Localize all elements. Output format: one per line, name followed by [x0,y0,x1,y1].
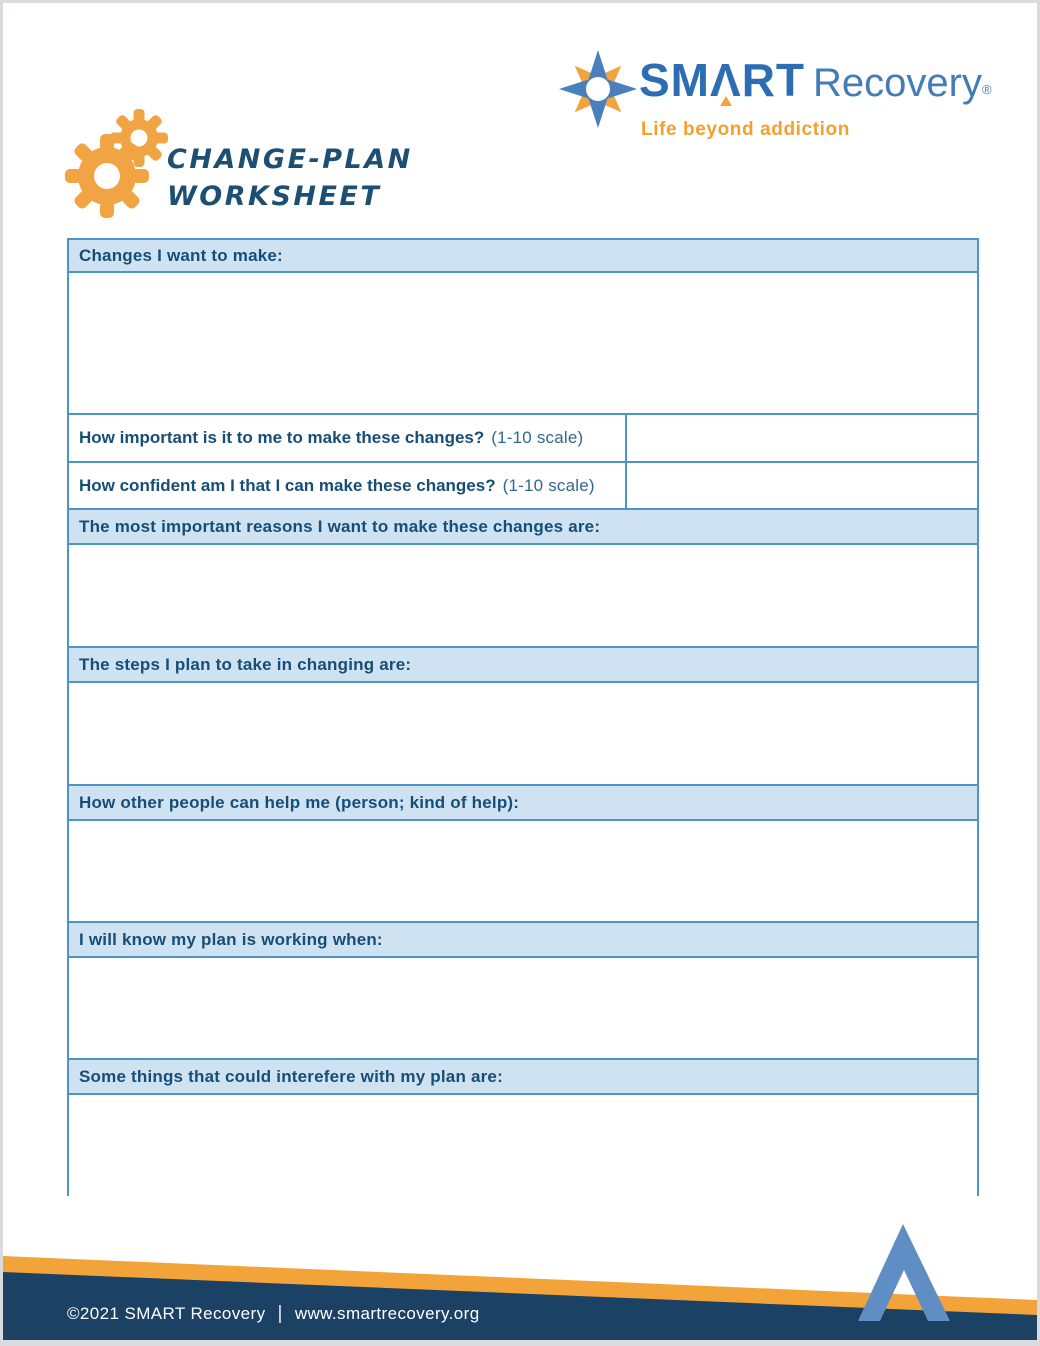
section-input-working[interactable] [69,958,977,1060]
section-header-reasons: The most important reasons I want to make these changes are: [69,510,977,545]
brand-word-recovery: Recovery [813,61,982,105]
question-label-importance [69,415,627,461]
brand-word-sm: SM [639,54,710,106]
section-header-help: How other people can help me (person; kind of help): [69,786,977,821]
section-input-help[interactable] [69,821,977,923]
brand-header [553,43,993,148]
question-row-confidence [69,463,977,510]
gears-icon [55,108,175,218]
footer-separator: | [277,1303,283,1324]
page-title-line2: WORKSHEET [167,181,382,212]
brand-stylized-a: Λ [710,54,742,106]
title-block [55,108,475,223]
scale-hint: (1-10 scale) [502,475,595,495]
footer-copyright: ©2021 SMART Recovery [67,1304,266,1323]
question-text: How confident am I that I can make these changes? [79,475,496,495]
section-header-steps: The steps I plan to take in changing are: [69,648,977,683]
scale-hint: (1-10 scale) [491,428,584,447]
page-title [167,141,413,215]
question-text: How important is it to me to make these changes? [79,428,485,447]
footer-text [67,1303,480,1325]
page-title-line1: CHANGE-PLAN [167,144,413,175]
smart-recovery-star-icon [553,44,643,134]
section-input-steps[interactable] [69,683,977,786]
brand-word-rt: RT [741,54,806,106]
section-input-reasons[interactable] [69,545,977,648]
section-header-interfere: Some things that could interefere with my plan are: [69,1060,977,1095]
change-plan-table [67,238,979,1196]
section-header-changes: Changes I want to make: [69,240,977,273]
confidence-score-input[interactable] [627,463,977,508]
registered-trademark: ® [981,82,992,97]
question-label-confidence [69,463,627,508]
question-row-importance [69,415,977,463]
brand-wordmark [639,53,992,107]
section-header-working: I will know my plan is working when: [69,923,977,958]
footer-website: www.smartrecovery.org [294,1304,480,1323]
section-input-interfere[interactable] [69,1095,977,1198]
brand-tagline: Life beyond addiction [641,119,850,140]
section-input-changes[interactable] [69,273,977,415]
importance-score-input[interactable] [627,415,977,461]
